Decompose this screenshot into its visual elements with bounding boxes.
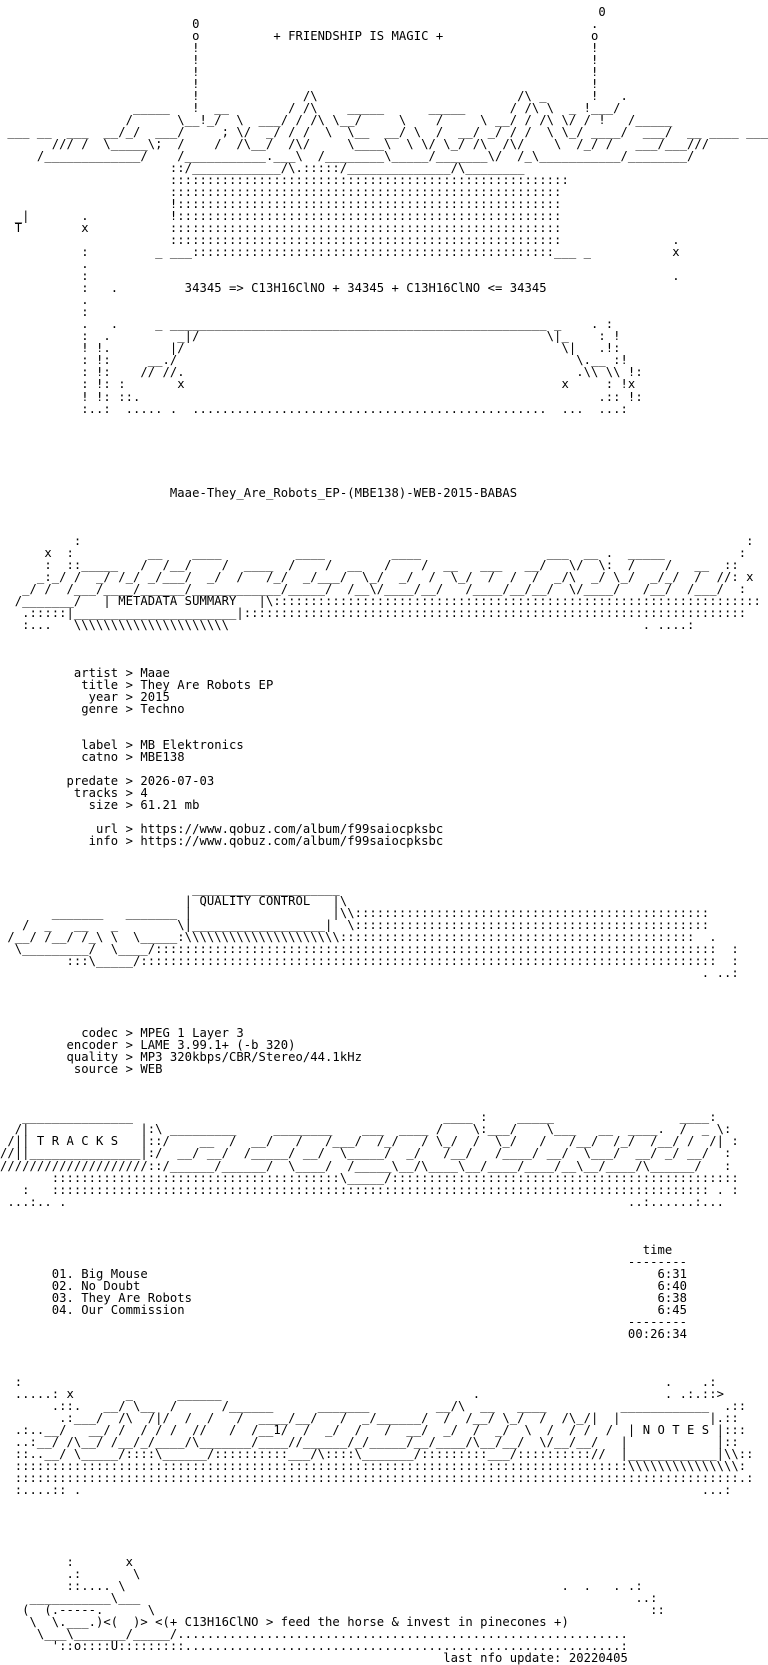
nfo-line: artist > Maae bbox=[0, 665, 170, 680]
nfo-line: 00:26:34 bbox=[0, 1326, 688, 1341]
nfo-line: ( (.-----. \ :: bbox=[0, 1603, 665, 1618]
nfo-line: o + FRIENDSHIP IS MAGIC + o bbox=[0, 29, 599, 44]
nfo-line: ! !: ::. .:: !: bbox=[0, 389, 643, 404]
nfo-line: label > MB Elektronics bbox=[0, 737, 244, 752]
nfo-line: : !: __./ \.__ :! bbox=[0, 353, 628, 368]
nfo-line bbox=[0, 847, 768, 859]
nfo-line: : !: : x x : !x bbox=[0, 377, 636, 392]
nfo-line: _/ / /___/____/______/____________/_____/ /__\/____/__/ /____/__/__/ \/____/ /__/ /___/ : bbox=[0, 581, 747, 596]
nfo-line: :::\_____/:::::::::::::::::::::::::::::::::::::::::::::::::::::::::::::::::::::::::::::: : bbox=[0, 954, 739, 969]
nfo-line: _______________ ____ : _____ ____: bbox=[0, 1110, 717, 1125]
nfo-line: .: \ bbox=[0, 1567, 141, 1582]
nfo-line: Maae-They_Are_Robots_EP-(MBE138)-WEB-2015-BABAS bbox=[0, 485, 518, 500]
nfo-line bbox=[0, 475, 768, 487]
nfo-line bbox=[0, 979, 768, 991]
nfo-line: year > 2015 bbox=[0, 689, 170, 704]
nfo-line: ...:.. . ..:......:... bbox=[0, 1194, 724, 1209]
nfo-line: :::::::::::::::::::::::::::::::::::::::::::::::::::::: bbox=[0, 173, 569, 188]
nfo-line bbox=[0, 859, 768, 871]
nfo-line bbox=[0, 991, 768, 1003]
nfo-line: :..: ..... . ................................................ ... ...: bbox=[0, 401, 628, 416]
nfo-line: / _ __ _ \|__________________| \:::::::::::::::::::::::::::::::::::::::::::::::: bbox=[0, 918, 710, 933]
nfo-line bbox=[0, 643, 768, 655]
nfo-line: quality > MP3 320kbps/CBR/Stereo/44.1kHz bbox=[0, 1050, 362, 1065]
nfo-line bbox=[0, 499, 768, 511]
nfo-line bbox=[0, 427, 768, 439]
nfo-line: encoder > LAME 3.99.1+ (-b 320) bbox=[0, 1038, 296, 1053]
nfo-line: tracks > 4 bbox=[0, 786, 148, 801]
nfo-line: time bbox=[0, 1242, 673, 1257]
nfo-line: .....: x _ ______ . . .:.::> bbox=[0, 1386, 724, 1401]
nfo-line: : . bbox=[0, 269, 680, 284]
nfo-line: .:::::|______________________|:::::::::::::::::::::::::::::::::::::::::::::::::::::::::::::::::::: bbox=[0, 605, 747, 620]
nfo-line: /_______/ | METADATA SUMMARY |\:::::::::::::::::::::::::::::::::::::::::::::::::::::::::::::::::: bbox=[0, 593, 761, 608]
nfo-line bbox=[0, 511, 768, 523]
nfo-line: ! ! bbox=[0, 41, 599, 56]
nfo-line: genre > Techno bbox=[0, 701, 185, 716]
nfo-line bbox=[0, 1352, 768, 1364]
nfo-line: : bbox=[0, 305, 89, 320]
nfo-line bbox=[0, 1532, 768, 1544]
nfo-line: x : __ ____ ____ ____ ___ __ . _____ : bbox=[0, 545, 747, 560]
nfo-line: T x ::::::::::::::::::::::::::::::::::::::::::::::::::::: bbox=[0, 221, 562, 236]
nfo-line: /// / \_____\; / / /\__/ /\/ \____\ \ \/ \_/ /\ /\/ \ /_/ / ___/___/// bbox=[0, 137, 710, 152]
nfo-line: 04. Our Commission 6:45 bbox=[0, 1302, 688, 1317]
nfo-line: 03. They Are Robots 6:38 bbox=[0, 1290, 688, 1305]
nfo-line: _| . !:::::::::::::::::::::::::::::::::::::::::::::::::::: bbox=[0, 209, 562, 224]
nfo-line bbox=[0, 1520, 768, 1532]
nfo-line bbox=[0, 439, 768, 451]
nfo-line: ::::::::::::::::::::::::::::::::::::::::::::::::::::: bbox=[0, 185, 562, 200]
nfo-line bbox=[0, 1232, 768, 1244]
nfo-line: : _ ___:::::::::::::::::::::::::::::::::::::::::::::::::___ _ x bbox=[0, 245, 680, 260]
nfo-line bbox=[0, 715, 768, 727]
nfo-line: :::::::::::::::::::::::::::::::::::::::\_____/::::::::::::::::::::::::::::::::::::::::::::::: bbox=[0, 1170, 739, 1185]
nfo-line: : . .: bbox=[0, 1374, 717, 1389]
nfo-line: :... \\\\\\\\\\\\\\\\\\\\\ . ....: bbox=[0, 617, 695, 632]
nfo-line: ::.... \ . . . .: bbox=[0, 1579, 643, 1594]
nfo-line: | QUALITY CONTROL |\ bbox=[0, 894, 348, 909]
nfo-line: _____ ! __ / /\ _____ _____ / /\ \ _ !___/ bbox=[0, 101, 621, 116]
nfo-line: ! ! bbox=[0, 53, 599, 68]
nfo-line bbox=[0, 463, 768, 475]
nfo-line: source > WEB bbox=[0, 1062, 163, 1077]
nfo-line: : !: // //. .\\ \\ !: bbox=[0, 365, 643, 380]
nfo-line: 0 . bbox=[0, 17, 599, 32]
nfo-line: /|| T R A C K S |::/ __ / __/ / /___/ /_/ / \_/ / \_/ / /__/ /_/ /__/ / /| : bbox=[0, 1134, 739, 1149]
nfo-line: \_________/ \____/:::::::::::::::::::::::::::::::::::::::::::::::::::::::::::::::::::::::::::: : bbox=[0, 942, 739, 957]
nfo-line: \ \.___.)<( )> <(+ C13H16ClNO > feed the horse & invest in pinecones +) bbox=[0, 1615, 569, 1630]
nfo-line: last nfo update: 20220405 bbox=[0, 1651, 628, 1665]
nfo-line: ..:__/ /\__/ /__/_/____/\_______/____//______/_/_____/__/____/\__/__/ \/__/__/ | |:: bbox=[0, 1434, 739, 1449]
nfo-line: size > 61.21 mb bbox=[0, 798, 200, 813]
nfo-line: .:___/ /\ /|/ / / / ____/__/ / _/______/ / /__/ \_/ / /\_/| | |.:: bbox=[0, 1410, 739, 1425]
nfo-line: //||_______________|:/ __/ __/ /_____/ __/ \_____/ _/ /__/ /____/ __/ \___/ __/ _/ __/ : bbox=[0, 1146, 732, 1161]
nfo-line: . bbox=[0, 257, 89, 272]
nfo-line: . bbox=[0, 293, 89, 308]
nfo-line bbox=[0, 1208, 768, 1220]
nfo-line: : ::::::::::::::::::::::::::::::::::::::::::::::::::::::::::::::::::::::::::::::::::::::::: . : bbox=[0, 1182, 739, 1197]
nfo-line: . ..: bbox=[0, 966, 739, 981]
nfo-line: /__/ /__/ /_\ \ \_____:\\\\\\\\\\\\\\\\\\\\\:::::::::::::::::::::::::::::::::::::::::::::::: . bbox=[0, 930, 717, 945]
nfo-line: : . _|/ \|_ : ! bbox=[0, 329, 621, 344]
nfo-line bbox=[0, 631, 768, 643]
nfo-line: / \__!_/ \ ___/ / /\ \__/ \ / \ __/ / /\ \/ / ! /_____ bbox=[0, 113, 673, 128]
nfo-line: ___________\___ ..: bbox=[0, 1591, 658, 1606]
nfo-line bbox=[0, 1075, 768, 1087]
nfo-line bbox=[0, 1220, 768, 1232]
nfo-line: url > https://www.qobuz.com/album/f99saiocpksbc bbox=[0, 822, 444, 837]
nfo-line: ! ! bbox=[0, 65, 599, 80]
nfo-line bbox=[0, 415, 768, 427]
nfo-line: : ::_____ / /__/ / ____ / / __ / / __ ___ __/ \/ \: / / __ :: bbox=[0, 557, 739, 572]
nfo-line: ::::::::::::::::::::::::::::::::::::::::::::::::::::: . bbox=[0, 233, 680, 248]
nfo-line: : : bbox=[0, 533, 754, 548]
nfo-line: _:_/ / _/ /_/ _/___/ _/ / /_/ _/___/ \_/ _/ / \_/ / / / _/\ _/ \_/ _/_/ / //: x bbox=[0, 569, 754, 584]
nfo-line: .:..__/ __/ / / / / // / /__1/ / _/ / / __/ _/ / _/ \ / / / / | N O T E S |::: bbox=[0, 1422, 747, 1437]
nfo-line: -------- bbox=[0, 1314, 688, 1329]
nfo-line bbox=[0, 1087, 768, 1099]
nfo-line: '::o::::U:::::::::...........................................................: bbox=[0, 1639, 628, 1654]
nfo-line: : . 34345 => C13H16ClNO + 34345 + C13H16ClNO <= 34345 bbox=[0, 281, 547, 296]
nfo-line: . . _ ___________________________________________________ _ . : bbox=[0, 317, 614, 332]
nfo-line: /| |:\ _________ ________ ___ ____ / \:___/ \___ __ ____. / _ \: bbox=[0, 1122, 732, 1137]
nfo-line: ! !. |/ \| .!: bbox=[0, 341, 621, 356]
nfo-line bbox=[0, 1003, 768, 1015]
nfo-line: ___ __ ___ __/_/ ___/ ; \/ _/ / / \ \__ __/ \ / __/ _/ / / \ \_/ ____/ ___/ __ ____ ___ bbox=[0, 125, 768, 140]
nfo-line bbox=[0, 523, 768, 535]
nfo-line: ::::::::::::::::::::::::::::::::::::::::::::::::::::::::::::::::::::::::::::::::::::::::::::::::::.: bbox=[0, 1470, 754, 1485]
nfo-line: 01. Big Mouse 6:31 bbox=[0, 1266, 688, 1281]
nfo-line: :....:: . ...: bbox=[0, 1482, 732, 1497]
nfo-line: predate > 2026-07-03 bbox=[0, 774, 215, 788]
nfo-line: 02. No Doubt 6:40 bbox=[0, 1278, 688, 1293]
nfo-line: title > They Are Robots EP bbox=[0, 677, 274, 692]
nfo-line bbox=[0, 451, 768, 463]
nfo-line: catno > MBE138 bbox=[0, 749, 185, 764]
nfo-line: \___\_______/_____/............................................................. bbox=[0, 1627, 628, 1642]
nfo-line bbox=[0, 1340, 768, 1352]
nfo-line: : x bbox=[0, 1555, 133, 1570]
nfo-line: ////////////////////::/______/______/ \____/ /_____\__/\____\__/____/____/__\__/____/\______/ : bbox=[0, 1158, 732, 1173]
nfo-line: ! /\ /\ _ ! . bbox=[0, 89, 628, 104]
nfo-line bbox=[0, 1508, 768, 1520]
nfo-line: .::. __/ \__ / /______ _______ __/\ __ ____ ____________ .:: bbox=[0, 1398, 747, 1413]
nfo-line: -------- bbox=[0, 1254, 688, 1269]
nfo-line: ::/____________/\.:::::/______________/\________ bbox=[0, 161, 525, 176]
nfo-line: /_____________/ /___________.___\ /________\_____/_______\/ /_\___________/________/ bbox=[0, 149, 695, 164]
nfo-line: ::..__/ \_____/::::\______/::::::::::___/\::::\_______/:::::::::___/::::::::::// |____________|\\:: bbox=[0, 1446, 754, 1461]
nfo-line bbox=[0, 1364, 768, 1376]
nfo-line: ____________________ bbox=[0, 882, 340, 897]
nfo-text-block bbox=[0, 6, 768, 1664]
nfo-line: ! ! bbox=[0, 77, 599, 92]
nfo-line: info > https://www.qobuz.com/album/f99saiocpksbc bbox=[0, 834, 444, 849]
nfo-line: !:::::::::::::::::::::::::::::::::::::::::::::::::::: bbox=[0, 197, 562, 212]
nfo-line bbox=[0, 1496, 768, 1508]
nfo-line: _______ _______ | |\\:::::::::::::::::::::::::::::::::::::::::::::::: bbox=[0, 906, 710, 921]
nfo-line: 0 bbox=[0, 5, 606, 19]
nfo-line: :::::::::::::::::::::::::::::::::::::::::::::::::::::::::::::::::::::::::::::::::::\\\\\\\\\\\\\\\: bbox=[0, 1458, 747, 1473]
nfo-line: codec > MPEG 1 Layer 3 bbox=[0, 1026, 244, 1041]
